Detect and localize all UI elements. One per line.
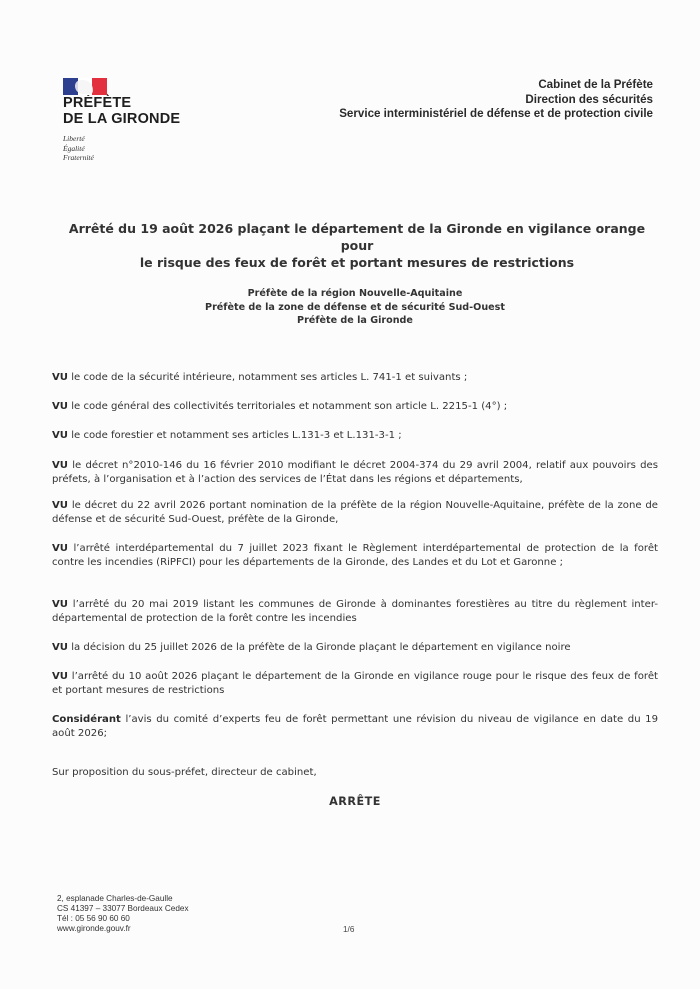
visa-paragraph xyxy=(52,670,658,697)
motto-fraternite: Fraternité xyxy=(63,153,94,162)
visa-text: le décret n°2010-146 du 16 février 2010 modifiant le décret 2004-374 du 29 avril 2004, relatif aux pouvoirs des préfets, à l’organisation et à l’action des services de l’État dans les régions et départements, xyxy=(52,460,658,485)
visa-paragraph xyxy=(52,598,658,625)
visa-text: le code de la sécurité intérieure, notamment ses articles L. 741-1 et suivants ; xyxy=(68,372,468,383)
considering-text: l’avis du comité d’experts feu de forêt permettant une révision du niveau de vigilance en date du 19 août 2026; xyxy=(52,714,658,739)
visa-lead: VU xyxy=(52,671,69,682)
authority-line: Préfète de la Gironde xyxy=(297,315,413,327)
visa-text: la décision du 25 juillet 2026 de la préfète de la Gironde plaçant le département en vigilance noire xyxy=(68,642,571,653)
proposal-paragraph: Sur proposition du sous-préfet, directeur de cabinet, xyxy=(52,767,317,778)
logo-line-1: PRÉFÈTE xyxy=(63,95,132,111)
considering-lead: Considérant xyxy=(52,714,121,725)
logo-title xyxy=(63,95,223,127)
visa-paragraph xyxy=(52,400,658,414)
visa-text: l’arrêté interdépartemental du 7 juillet 2023 fixant le Règlement interdépartemental de protection de la forêt contre les incendies (RiPFCI) pour les départements de la Gironde, des Landes et du Lot et Garonne ; xyxy=(52,543,658,568)
visa-lead: VU xyxy=(52,401,69,412)
visa-paragraph xyxy=(52,499,658,526)
phone-line: Tél : 05 56 90 60 60 xyxy=(57,914,130,923)
visa-lead: VU xyxy=(52,642,69,653)
visa-lead: VU xyxy=(52,372,69,383)
motto-egalite: Égalité xyxy=(63,143,85,153)
visa-lead: VU xyxy=(52,543,69,554)
prefecture-logo xyxy=(63,78,223,163)
marianne-flag-icon xyxy=(63,78,107,95)
visa-lead: VU xyxy=(52,500,69,511)
page-number: 1/6 xyxy=(343,925,355,934)
authority-line: Préfète de la région Nouvelle-Aquitaine xyxy=(247,288,463,299)
visa-paragraph xyxy=(52,542,658,569)
issuing-services xyxy=(339,78,653,122)
decree-title-line-1: Arrêté du 19 août 2026 plaçant le département de la Gironde en vigilance orange pour xyxy=(68,221,646,253)
logo-line-2: DE LA GIRONDE xyxy=(63,111,181,127)
visa-text: le décret du 22 avril 2026 portant nomination de la préfète de la région Nouvelle-Aquitaine, préfète de la zone de défense et de sécurité Sud-Ouest, préfète de la Gironde, xyxy=(52,500,658,525)
visa-lead: VU xyxy=(52,599,69,610)
visa-paragraph xyxy=(52,429,658,443)
motto-liberte: Liberté xyxy=(63,134,85,143)
footer-address xyxy=(57,894,189,934)
website-link[interactable]: www.gironde.gouv.fr xyxy=(57,924,131,933)
visa-text: le code général des collectivités territoriales et notamment son article L. 2215-1 (4°) ; xyxy=(68,401,508,412)
decree-title xyxy=(52,220,662,271)
visa-paragraph xyxy=(52,459,658,486)
service-line: Direction des sécurités xyxy=(525,92,653,106)
service-line: Service interministériel de défense et de protection civile xyxy=(339,107,653,120)
address-line: CS 41397 – 33077 Bordeaux Cedex xyxy=(57,904,189,913)
service-line: Cabinet de la Préfète xyxy=(538,78,653,91)
visa-text: l’arrêté du 20 mai 2019 listant les communes de Gironde à dominantes forestières au titre du règlement inter-départemental de protection de la forêt contre les incendies xyxy=(52,599,658,624)
visa-paragraph xyxy=(52,641,658,655)
visa-text: le code forestier et notamment ses articles L.131-3 et L.131-3-1 ; xyxy=(68,430,402,441)
logo-motto xyxy=(63,134,223,163)
visa-paragraph xyxy=(52,371,658,385)
considering-paragraph xyxy=(52,713,658,740)
decree-title-line-2: le risque des feux de forêt et portant mesures de restrictions xyxy=(139,255,575,270)
visa-text: l’arrêté du 10 août 2026 plaçant le département de la Gironde en vigilance rouge pour le risque des feux de forêt et portant mesures de restrictions xyxy=(52,671,658,696)
visa-lead: VU xyxy=(52,430,69,441)
decree-heading: ARRÊTE xyxy=(329,795,381,808)
visa-lead: VU xyxy=(52,460,69,471)
address-line: 2, esplanade Charles-de-Gaulle xyxy=(57,894,173,903)
authority-line: Préfète de la zone de défense et de sécurité Sud-Ouest xyxy=(205,301,505,313)
authority-block xyxy=(100,287,610,328)
